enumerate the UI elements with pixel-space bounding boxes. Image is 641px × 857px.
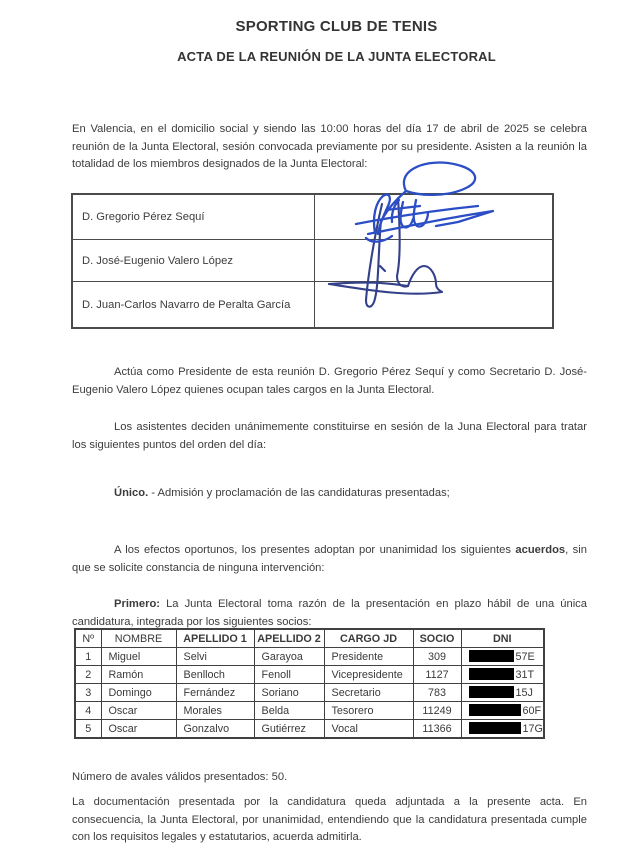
dni-suffix: 31T <box>515 669 535 681</box>
members-table-row <box>72 282 553 329</box>
candidate-apellido2: Belda <box>254 702 324 720</box>
candidate-row <box>75 666 544 684</box>
candidate-num: 5 <box>75 720 101 739</box>
candidate-apellido1: Selvi <box>176 648 254 666</box>
members-table-row <box>72 240 553 282</box>
unico-label: Único. <box>114 487 149 500</box>
candidate-apellido2: Fenoll <box>254 666 324 684</box>
paragraph-intro: En Valencia, en el domicilio social y siendo las 10:00 horas del día 17 de abril de 2025 se celebra reunión de la Junta Electoral, sesión convocada previamente por su presidente. Asisten a la reunión la totalidad de los miembros designados de la Junta Electoral: <box>72 123 587 171</box>
candidate-socio: 11366 <box>413 720 461 739</box>
header-num: Nº <box>75 629 101 648</box>
candidate-socio: 11249 <box>413 702 461 720</box>
paragraph-primero <box>72 596 587 631</box>
header-apellido1: APELLIDO 1 <box>176 629 254 648</box>
header-cargo: CARGO JD <box>324 629 413 648</box>
candidate-nombre: Domingo <box>101 684 176 702</box>
candidate-dni <box>461 720 544 739</box>
candidate-nombre: Oscar <box>101 720 176 739</box>
candidate-dni <box>461 666 544 684</box>
primero-text: La Junta Electoral toma razón de la presentación en plazo hábil de una única candidatura, integrada por los siguientes socios: <box>72 598 587 628</box>
dni-suffix: 57E <box>515 651 535 663</box>
candidate-dni <box>461 648 544 666</box>
dni-redaction-box <box>469 704 521 716</box>
candidate-num: 4 <box>75 702 101 720</box>
paragraph-cierre: La documentación presentada por la candidatura queda adjuntada a la presente acta. En consecuencia, la Junta Electoral, por unanimidad, entendiendo que la candidatura presentada cumple con los requisitos legales y estatutarios, acuerda admitirla. <box>72 796 587 844</box>
candidates-header-row <box>75 629 544 648</box>
header-socio: SOCIO <box>413 629 461 648</box>
paragraph-unico <box>72 485 587 503</box>
candidate-row <box>75 684 544 702</box>
candidate-cargo: Vocal <box>324 720 413 739</box>
candidate-num: 2 <box>75 666 101 684</box>
dni-suffix: 15J <box>515 687 533 699</box>
member-name-cell: D. José-Eugenio Valero López <box>72 240 314 282</box>
dni-suffix: 17G <box>522 723 543 735</box>
candidate-apellido2: Garayoa <box>254 648 324 666</box>
member-name-cell: D. Gregorio Pérez Sequí <box>72 194 314 240</box>
candidate-nombre: Oscar <box>101 702 176 720</box>
candidate-socio: 1127 <box>413 666 461 684</box>
paragraph-acuerdos <box>72 542 587 577</box>
header-apellido2: APELLIDO 2 <box>254 629 324 648</box>
candidate-cargo: Tesorero <box>324 702 413 720</box>
candidate-apellido1: Benlloch <box>176 666 254 684</box>
candidate-cargo: Vicepresidente <box>324 666 413 684</box>
candidate-num: 3 <box>75 684 101 702</box>
candidates-table <box>74 628 545 739</box>
candidate-row <box>75 648 544 666</box>
dni-redaction-box <box>469 668 514 680</box>
members-table <box>71 193 554 329</box>
signature-cell <box>314 282 553 329</box>
paragraph-presidente: Actúa como Presidente de esta reunión D. Gregorio Pérez Sequí y como Secretario D. José-Eugenio Valero López quienes ocupan tales cargos en la Junta Electoral. <box>72 366 587 396</box>
paragraph-asistentes: Los asistentes deciden unánimemente constituirse en sesión de la Juna Electoral para tratar los siguientes puntos del orden del día: <box>72 421 587 451</box>
primero-label: Primero: <box>114 598 161 611</box>
candidate-num: 1 <box>75 648 101 666</box>
acuerdos-post: , sin que se solicite constancia de ninguna intervención: <box>72 544 587 574</box>
candidate-apellido2: Soriano <box>254 684 324 702</box>
candidate-nombre: Ramón <box>101 666 176 684</box>
candidate-apellido2: Gutiérrez <box>254 720 324 739</box>
signature-cell <box>314 240 553 282</box>
members-table-row <box>72 194 553 240</box>
paragraph-avales: Número de avales válidos presentados: 50. <box>72 771 288 784</box>
candidate-socio: 309 <box>413 648 461 666</box>
candidate-apellido1: Gonzalvo <box>176 720 254 739</box>
member-name-cell: D. Juan-Carlos Navarro de Peralta García <box>72 282 314 329</box>
dni-suffix: 60F <box>522 705 542 717</box>
header-nombre: NOMBRE <box>101 629 176 648</box>
candidate-cargo: Presidente <box>324 648 413 666</box>
acuerdos-bold: acuerdos <box>515 544 566 557</box>
candidate-apellido1: Morales <box>176 702 254 720</box>
unico-text: - Admisión y proclamación de las candidaturas presentadas; <box>148 487 450 500</box>
candidate-dni <box>461 702 544 720</box>
candidate-nombre: Miguel <box>101 648 176 666</box>
dni-redaction-box <box>469 722 521 734</box>
document-title: SPORTING CLUB DE TENIS <box>235 18 438 35</box>
acuerdos-pre: A los efectos oportunos, los presentes adoptan por unanimidad los siguientes <box>114 544 516 557</box>
candidate-apellido1: Fernández <box>176 684 254 702</box>
signature-cell <box>314 194 553 240</box>
dni-redaction-box <box>469 650 514 662</box>
candidate-socio: 783 <box>413 684 461 702</box>
document-subtitle: ACTA DE LA REUNIÓN DE LA JUNTA ELECTORAL <box>177 49 496 64</box>
header-dni: DNI <box>461 629 544 648</box>
candidate-cargo: Secretario <box>324 684 413 702</box>
dni-redaction-box <box>469 686 514 698</box>
candidate-dni <box>461 684 544 702</box>
candidate-row <box>75 720 544 739</box>
candidate-row <box>75 702 544 720</box>
